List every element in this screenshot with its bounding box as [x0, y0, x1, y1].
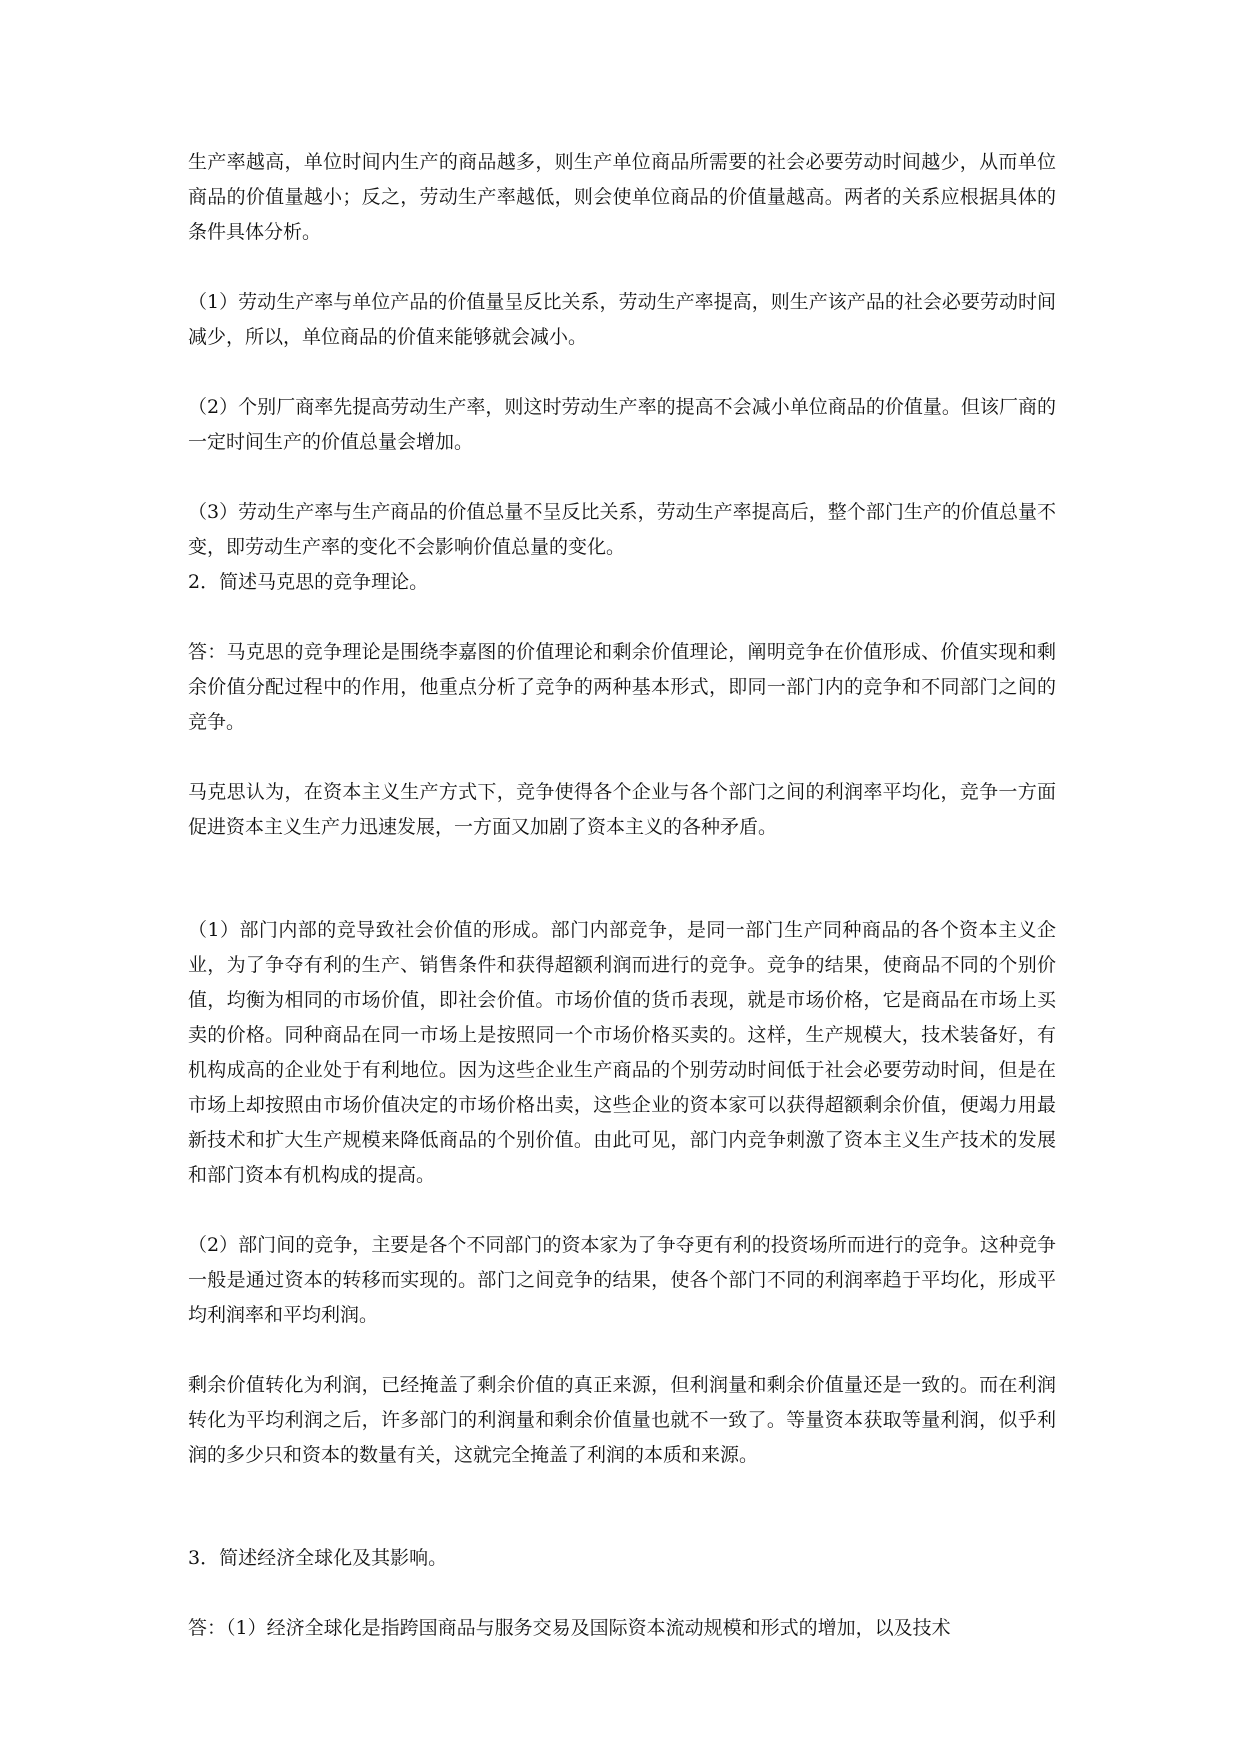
paragraph-productivity-intro: 生产率越高，单位时间内生产的商品越多，则生产单位商品所需要的社会必要劳动时间越少，从而单位商品的价值量越小；反之，劳动生产率越低，则会使单位商品的价值量越高。两者的关系应根据具体的条件具体分析。	[188, 151, 1056, 243]
paragraph-point-2: （2）个别厂商率先提高劳动生产率，则这时劳动生产率的提高不会减小单位商品的价值量。但该厂商的一定时间生产的价值总量会增加。	[188, 396, 1056, 453]
answer-3-intro: 答：（1）经济全球化是指跨国商品与服务交易及国际资本流动规模和形式的增加，以及技术	[188, 1617, 951, 1639]
paragraph-marx-view: 马克思认为，在资本主义生产方式下，竞争使得各个企业与各个部门之间的利润率平均化，竞争一方面促进资本主义生产力迅速发展，一方面又加剧了资本主义的各种矛盾。	[188, 781, 1056, 838]
paragraph-inter-sector-competition: （2）部门间的竞争，主要是各个不同部门的资本家为了争夺更有利的投资场所而进行的竞争。这种竞争一般是通过资本的转移而实现的。部门之间竞争的结果，使各个部门不同的利润率趋于平均化，形成平均利润率和平均利润。	[188, 1234, 1056, 1326]
question-3-heading: 3．简述经济全球化及其影响。	[188, 1547, 448, 1569]
question-2-heading: 2．简述马克思的竞争理论。	[188, 571, 429, 593]
document-body	[188, 145, 1056, 1646]
paragraph-surplus-value-profit: 剩余价值转化为利润，已经掩盖了剩余价值的真正来源，但利润量和剩余价值量还是一致的。而在利润转化为平均利润之后，许多部门的利润量和剩余价值量也就不一致了。等量资本获取等量利润，似乎利润的多少只和资本的数量有关，这就完全掩盖了利润的本质和来源。	[188, 1374, 1056, 1466]
paragraph-point-1: （1）劳动生产率与单位产品的价值量呈反比关系，劳动生产率提高，则生产该产品的社会必要劳动时间减少，所以，单位商品的价值来能够就会减小。	[188, 291, 1056, 348]
paragraph-point-3: （3）劳动生产率与生产商品的价值总量不呈反比关系，劳动生产率提高后，整个部门生产的价值总量不变，即劳动生产率的变化不会影响价值总量的变化。	[188, 501, 1056, 558]
answer-2-intro: 答：马克思的竞争理论是围绕李嘉图的价值理论和剩余价值理论，阐明竞争在价值形成、价值实现和剩余价值分配过程中的作用，他重点分析了竞争的两种基本形式，即同一部门内的竞争和不同部门之间的竞争。	[188, 641, 1056, 733]
paragraph-intra-sector-competition: （1）部门内部的竞导致社会价值的形成。部门内部竞争，是同一部门生产同种商品的各个资本主义企业，为了争夺有利的生产、销售条件和获得超额利润而进行的竞争。竞争的结果，使商品不同的个别价值，均衡为相同的市场价值，即社会价值。市场价值的货币表现，就是市场价格，它是商品在市场上买卖的价格。同种商品在同一市场上是按照同一个市场价格买卖的。这样，生产规模大，技术装备好，有机构成高的企业处于有利地位。因为这些企业生产商品的个别劳动时间低于社会必要劳动时间，但是在市场上却按照由市场价值决定的市场价格出卖，这些企业的资本家可以获得超额剩余价值，便竭力用最新技术和扩大生产规模来降低商品的个别价值。由此可见，部门内竞争刺激了资本主义生产技术的发展和部门资本有机构成的提高。	[188, 919, 1056, 1186]
